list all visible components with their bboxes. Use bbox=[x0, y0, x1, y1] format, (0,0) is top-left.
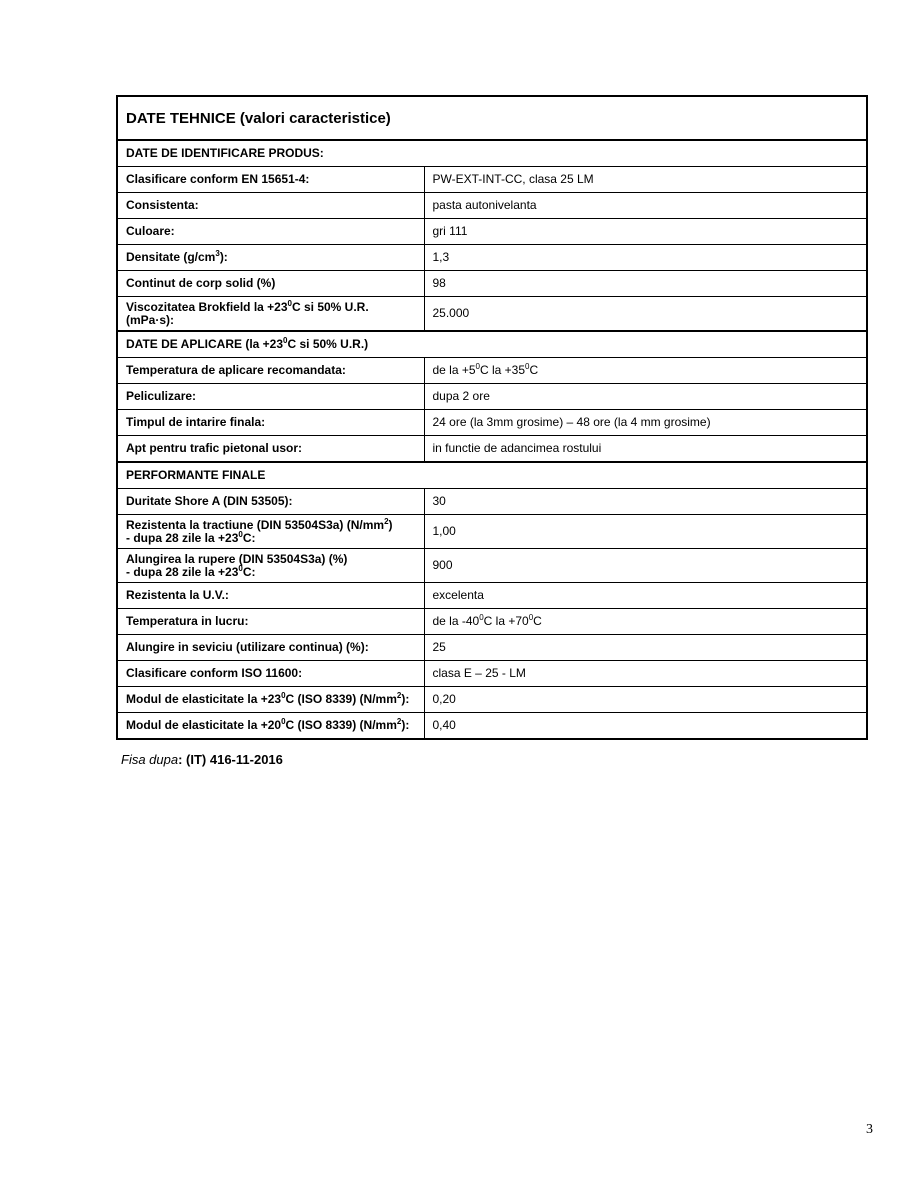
table-row bbox=[117, 549, 867, 583]
row-label: Clasificare conform EN 15651-4: bbox=[117, 167, 424, 193]
row-value: 24 ore (la 3mm grosime) – 48 ore (la 4 mm grosime) bbox=[424, 410, 867, 436]
row-label: Culoare: bbox=[117, 219, 424, 245]
table-row bbox=[117, 436, 867, 463]
table-row bbox=[117, 245, 867, 271]
row-label: Temperatura in lucru: bbox=[117, 609, 424, 635]
row-label: Continut de corp solid (%) bbox=[117, 271, 424, 297]
row-label: Viscozitatea Brokfield la $+23^0C$ si 50% U.R. (mPa·s): bbox=[117, 297, 424, 332]
row-label: Timpul de intarire finala: bbox=[117, 410, 424, 436]
row-value: excelenta bbox=[424, 583, 867, 609]
table-row bbox=[117, 687, 867, 713]
row-value: 1,3 bbox=[424, 245, 867, 271]
table-row bbox=[117, 271, 867, 297]
row-value: 25 bbox=[424, 635, 867, 661]
row-value: pasta autonivelanta bbox=[424, 193, 867, 219]
row-label: Duritate Shore A (DIN 53505): bbox=[117, 489, 424, 515]
table-row bbox=[117, 219, 867, 245]
row-value: 98 bbox=[424, 271, 867, 297]
row-value: clasa E – 25 - LM bbox=[424, 661, 867, 687]
row-label: Alungire in seviciu (utilizare continua) (%): bbox=[117, 635, 424, 661]
source-note bbox=[121, 752, 283, 767]
source-note-colon: : bbox=[178, 752, 187, 767]
section-performante-row bbox=[117, 462, 867, 489]
table-row bbox=[117, 358, 867, 384]
row-value: de la $-40^0C$ la $+70^0C$ bbox=[424, 609, 867, 635]
row-label: Rezistenta la tractiune (DIN 53504S3a) $(N/mm^2)$ - dupa 28 zile la $+23^0C$: bbox=[117, 515, 424, 549]
row-value: 0,40 bbox=[424, 713, 867, 740]
row-value: 1,00 bbox=[424, 515, 867, 549]
row-value: PW-EXT-INT-CC, clasa 25 LM bbox=[424, 167, 867, 193]
row-value: gri 111 bbox=[424, 219, 867, 245]
table-row bbox=[117, 384, 867, 410]
technical-data-table bbox=[116, 95, 868, 740]
table-row bbox=[117, 609, 867, 635]
table-row bbox=[117, 661, 867, 687]
section-identificare-heading: DATE DE IDENTIFICARE PRODUS: bbox=[117, 140, 867, 167]
table-row bbox=[117, 193, 867, 219]
row-label: Rezistenta la U.V.: bbox=[117, 583, 424, 609]
row-label: Temperatura de aplicare recomandata: bbox=[117, 358, 424, 384]
section-performante-heading: PERFORMANTE FINALE bbox=[117, 462, 867, 489]
row-label: Alungirea la rupere (DIN 53504S3a) (%) - dupa 28 zile la $+23^0C$: bbox=[117, 549, 424, 583]
row-label: Clasificare conform ISO 11600: bbox=[117, 661, 424, 687]
row-value: dupa 2 ore bbox=[424, 384, 867, 410]
table-row bbox=[117, 635, 867, 661]
row-label: Apt pentru trafic pietonal usor: bbox=[117, 436, 424, 463]
row-label: Modul de elasticitate la $+20^0C$ (ISO 8339) $(N/mm^2)$: bbox=[117, 713, 424, 740]
table-title-row bbox=[117, 96, 867, 140]
table-row bbox=[117, 583, 867, 609]
row-value: de la $+5^0C$ la $+35^0C$ bbox=[424, 358, 867, 384]
table-row bbox=[117, 410, 867, 436]
table-row bbox=[117, 297, 867, 332]
section-aplicare-row bbox=[117, 331, 867, 358]
table-title: DATE TEHNICE (valori caracteristice) bbox=[117, 96, 867, 140]
page-number: 3 bbox=[866, 1122, 873, 1137]
row-value: 0,20 bbox=[424, 687, 867, 713]
row-label: Consistenta: bbox=[117, 193, 424, 219]
source-note-prefix: Fisa dupa bbox=[121, 752, 179, 767]
row-label: Densitate $(g/cm^3)$: bbox=[117, 245, 424, 271]
row-label: Modul de elasticitate la $+23^0C$ (ISO 8339) $(N/mm^2)$: bbox=[117, 687, 424, 713]
table-row bbox=[117, 167, 867, 193]
row-value: 25.000 bbox=[424, 297, 867, 332]
section-aplicare-heading: DATE DE APLICARE ($la +23^0C$ si 50% U.R.) bbox=[117, 331, 867, 358]
row-value: 900 bbox=[424, 549, 867, 583]
section-identificare-row bbox=[117, 140, 867, 167]
table-row bbox=[117, 713, 867, 740]
source-note-reference: (IT) 416-11-2016 bbox=[186, 752, 283, 767]
row-label: Peliculizare: bbox=[117, 384, 424, 410]
table-row bbox=[117, 515, 867, 549]
row-value: 30 bbox=[424, 489, 867, 515]
table-row bbox=[117, 489, 867, 515]
row-value: in functie de adancimea rostului bbox=[424, 436, 867, 463]
